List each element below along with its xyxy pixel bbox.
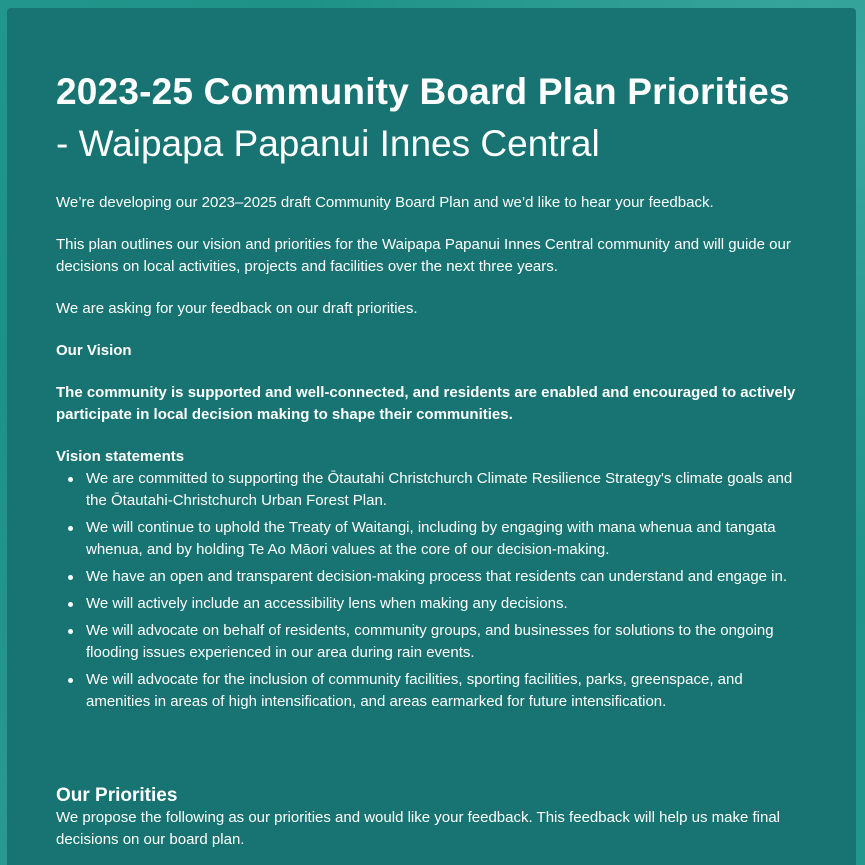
- page-title-sub: - Waipapa Papanui Innes Central: [56, 123, 600, 164]
- intro-paragraph: We’re developing our 2023–2025 draft Community Board Plan and we’d like to hear your feedback.: [56, 194, 714, 211]
- page-title: [56, 66, 808, 170]
- list-item: We will advocate on behalf of residents, community groups, and businesses for solutions to the ongoing flooding issues experienced in our area during rain events.: [86, 620, 808, 664]
- list-item: We will actively include an accessibility lens when making any decisions.: [86, 593, 808, 615]
- list-item: We will advocate for the inclusion of community facilities, sporting facilities, parks, greenspace, and amenities in areas of high intensification, and areas earmarked for future intensification.: [86, 669, 808, 713]
- vision-text: The community is supported and well-connected, and residents are enabled and encouraged to actively participate in local decision making to shape their communities.: [56, 384, 796, 423]
- page-title-main: 2023-25 Community Board Plan Priorities: [56, 71, 790, 112]
- priorities-text: We propose the following as our priorities and would like your feedback. This feedback will help us make final decisions on our board plan.: [56, 809, 780, 848]
- vision-heading: Our Vision: [56, 342, 132, 359]
- list-item: We have an open and transparent decision-making process that residents can understand and engage in.: [86, 566, 808, 588]
- list-item: We are committed to supporting the Ōtautahi Christchurch Climate Resilience Strategy's climate goals and the Ōtautahi-Christchurch Urban Forest Plan.: [86, 468, 808, 512]
- content-card: [7, 8, 856, 865]
- priorities-heading: Our Priorities: [56, 785, 178, 806]
- intro-paragraph: We are asking for your feedback on our draft priorities.: [56, 300, 418, 317]
- vision-statements-list: [56, 468, 808, 713]
- list-item: We will continue to uphold the Treaty of Waitangi, including by engaging with mana whenua and tangata whenua, and by holding Te Ao Māori values at the core of our decision-making.: [86, 517, 808, 561]
- vision-statements-heading: Vision statements: [56, 448, 185, 465]
- intro-paragraph: This plan outlines our vision and priorities for the Waipapa Papanui Innes Central community and will guide our decisions on local activities, projects and facilities over the next three years.: [56, 236, 791, 275]
